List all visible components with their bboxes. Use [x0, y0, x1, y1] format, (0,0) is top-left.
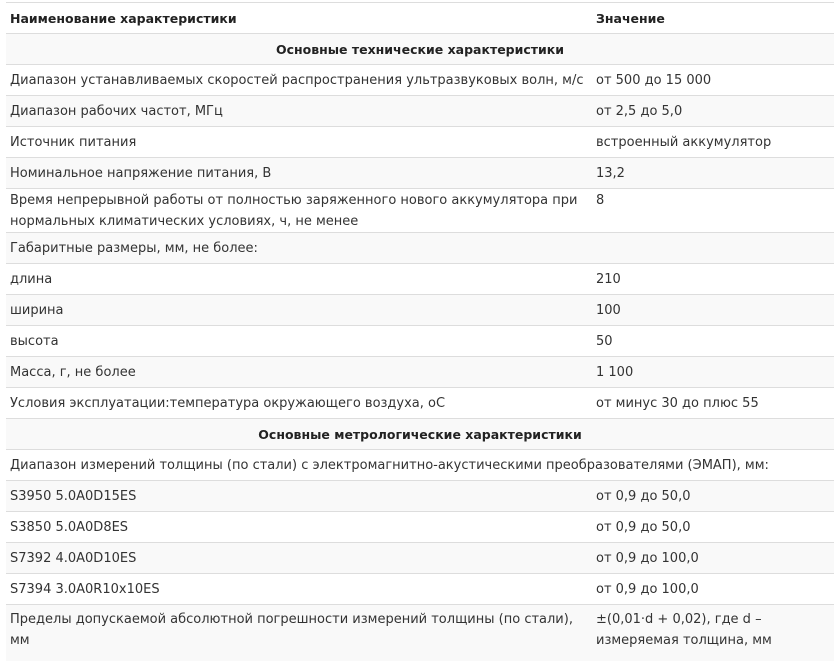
row-name: Условия эксплуатации:температура окружающего воздуха, оС	[6, 388, 592, 419]
row-name: S7394 3.0A0R10x10ES	[6, 574, 592, 605]
table-row	[6, 543, 834, 574]
row-value: 1 100	[592, 357, 834, 388]
row-value: ±(0,01·d + 0,02), где d – измеряемая толщина, мм	[592, 605, 834, 662]
table-row	[6, 512, 834, 543]
row-value	[592, 233, 834, 264]
table-row	[6, 388, 834, 419]
row-value: от минус 30 до плюс 55	[592, 388, 834, 419]
table-row	[6, 189, 834, 233]
row-name: S3950 5.0A0D15ES	[6, 481, 592, 512]
section-title: Основные технические характеристики	[6, 34, 834, 65]
row-name: ширина	[6, 295, 592, 326]
table-row	[6, 264, 834, 295]
row-name: Диапазон рабочих частот, МГц	[6, 96, 592, 127]
row-name: Габаритные размеры, мм, не более:	[6, 233, 592, 264]
row-value: 8	[592, 189, 834, 233]
section-header-technical	[6, 34, 834, 65]
table-row	[6, 481, 834, 512]
table-row	[6, 605, 834, 662]
table-row	[6, 326, 834, 357]
row-value: от 2,5 до 5,0	[592, 96, 834, 127]
row-value: от 0,9 до 100,0	[592, 543, 834, 574]
row-name: Пределы допускаемой абсолютной погрешности измерений толщины (по стали), мм	[6, 605, 592, 662]
row-name: S3850 5.0A0D8ES	[6, 512, 592, 543]
range-note: Диапазон измерений толщины (по стали) с электромагнитно-акустическими преобразователями (ЭМАП), мм:	[6, 450, 834, 481]
table-row	[6, 574, 834, 605]
table-row	[6, 295, 834, 326]
row-value: 50	[592, 326, 834, 357]
header-value-column: Значение	[592, 3, 834, 34]
row-value: от 500 до 15 000	[592, 65, 834, 96]
row-name: Масса, г, не более	[6, 357, 592, 388]
row-value: 13,2	[592, 158, 834, 189]
row-value: от 0,9 до 100,0	[592, 574, 834, 605]
row-name: длина	[6, 264, 592, 295]
row-name: высота	[6, 326, 592, 357]
header-name-column: Наименование характеристики	[6, 3, 592, 34]
row-value: от 0,9 до 50,0	[592, 481, 834, 512]
row-name: Источник питания	[6, 127, 592, 158]
table-row	[6, 65, 834, 96]
table-row	[6, 357, 834, 388]
table-row	[6, 96, 834, 127]
row-value: 210	[592, 264, 834, 295]
specifications-table	[6, 2, 834, 661]
row-name: S7392 4.0A0D10ES	[6, 543, 592, 574]
table-row	[6, 158, 834, 189]
section-title: Основные метрологические характеристики	[6, 419, 834, 450]
row-value: встроенный аккумулятор	[592, 127, 834, 158]
row-name: Номинальное напряжение питания, В	[6, 158, 592, 189]
row-value: 100	[592, 295, 834, 326]
row-name: Диапазон устанавливаемых скоростей распространения ультразвуковых волн, м/с	[6, 65, 592, 96]
row-name: Время непрерывной работы от полностью заряженного нового аккумулятора при нормальных климатических условиях, ч, не менее	[6, 189, 592, 233]
table-row	[6, 127, 834, 158]
table-row	[6, 233, 834, 264]
table-header-row	[6, 3, 834, 34]
row-value: от 0,9 до 50,0	[592, 512, 834, 543]
section-header-metrological	[6, 419, 834, 450]
table-row-range-note	[6, 450, 834, 481]
